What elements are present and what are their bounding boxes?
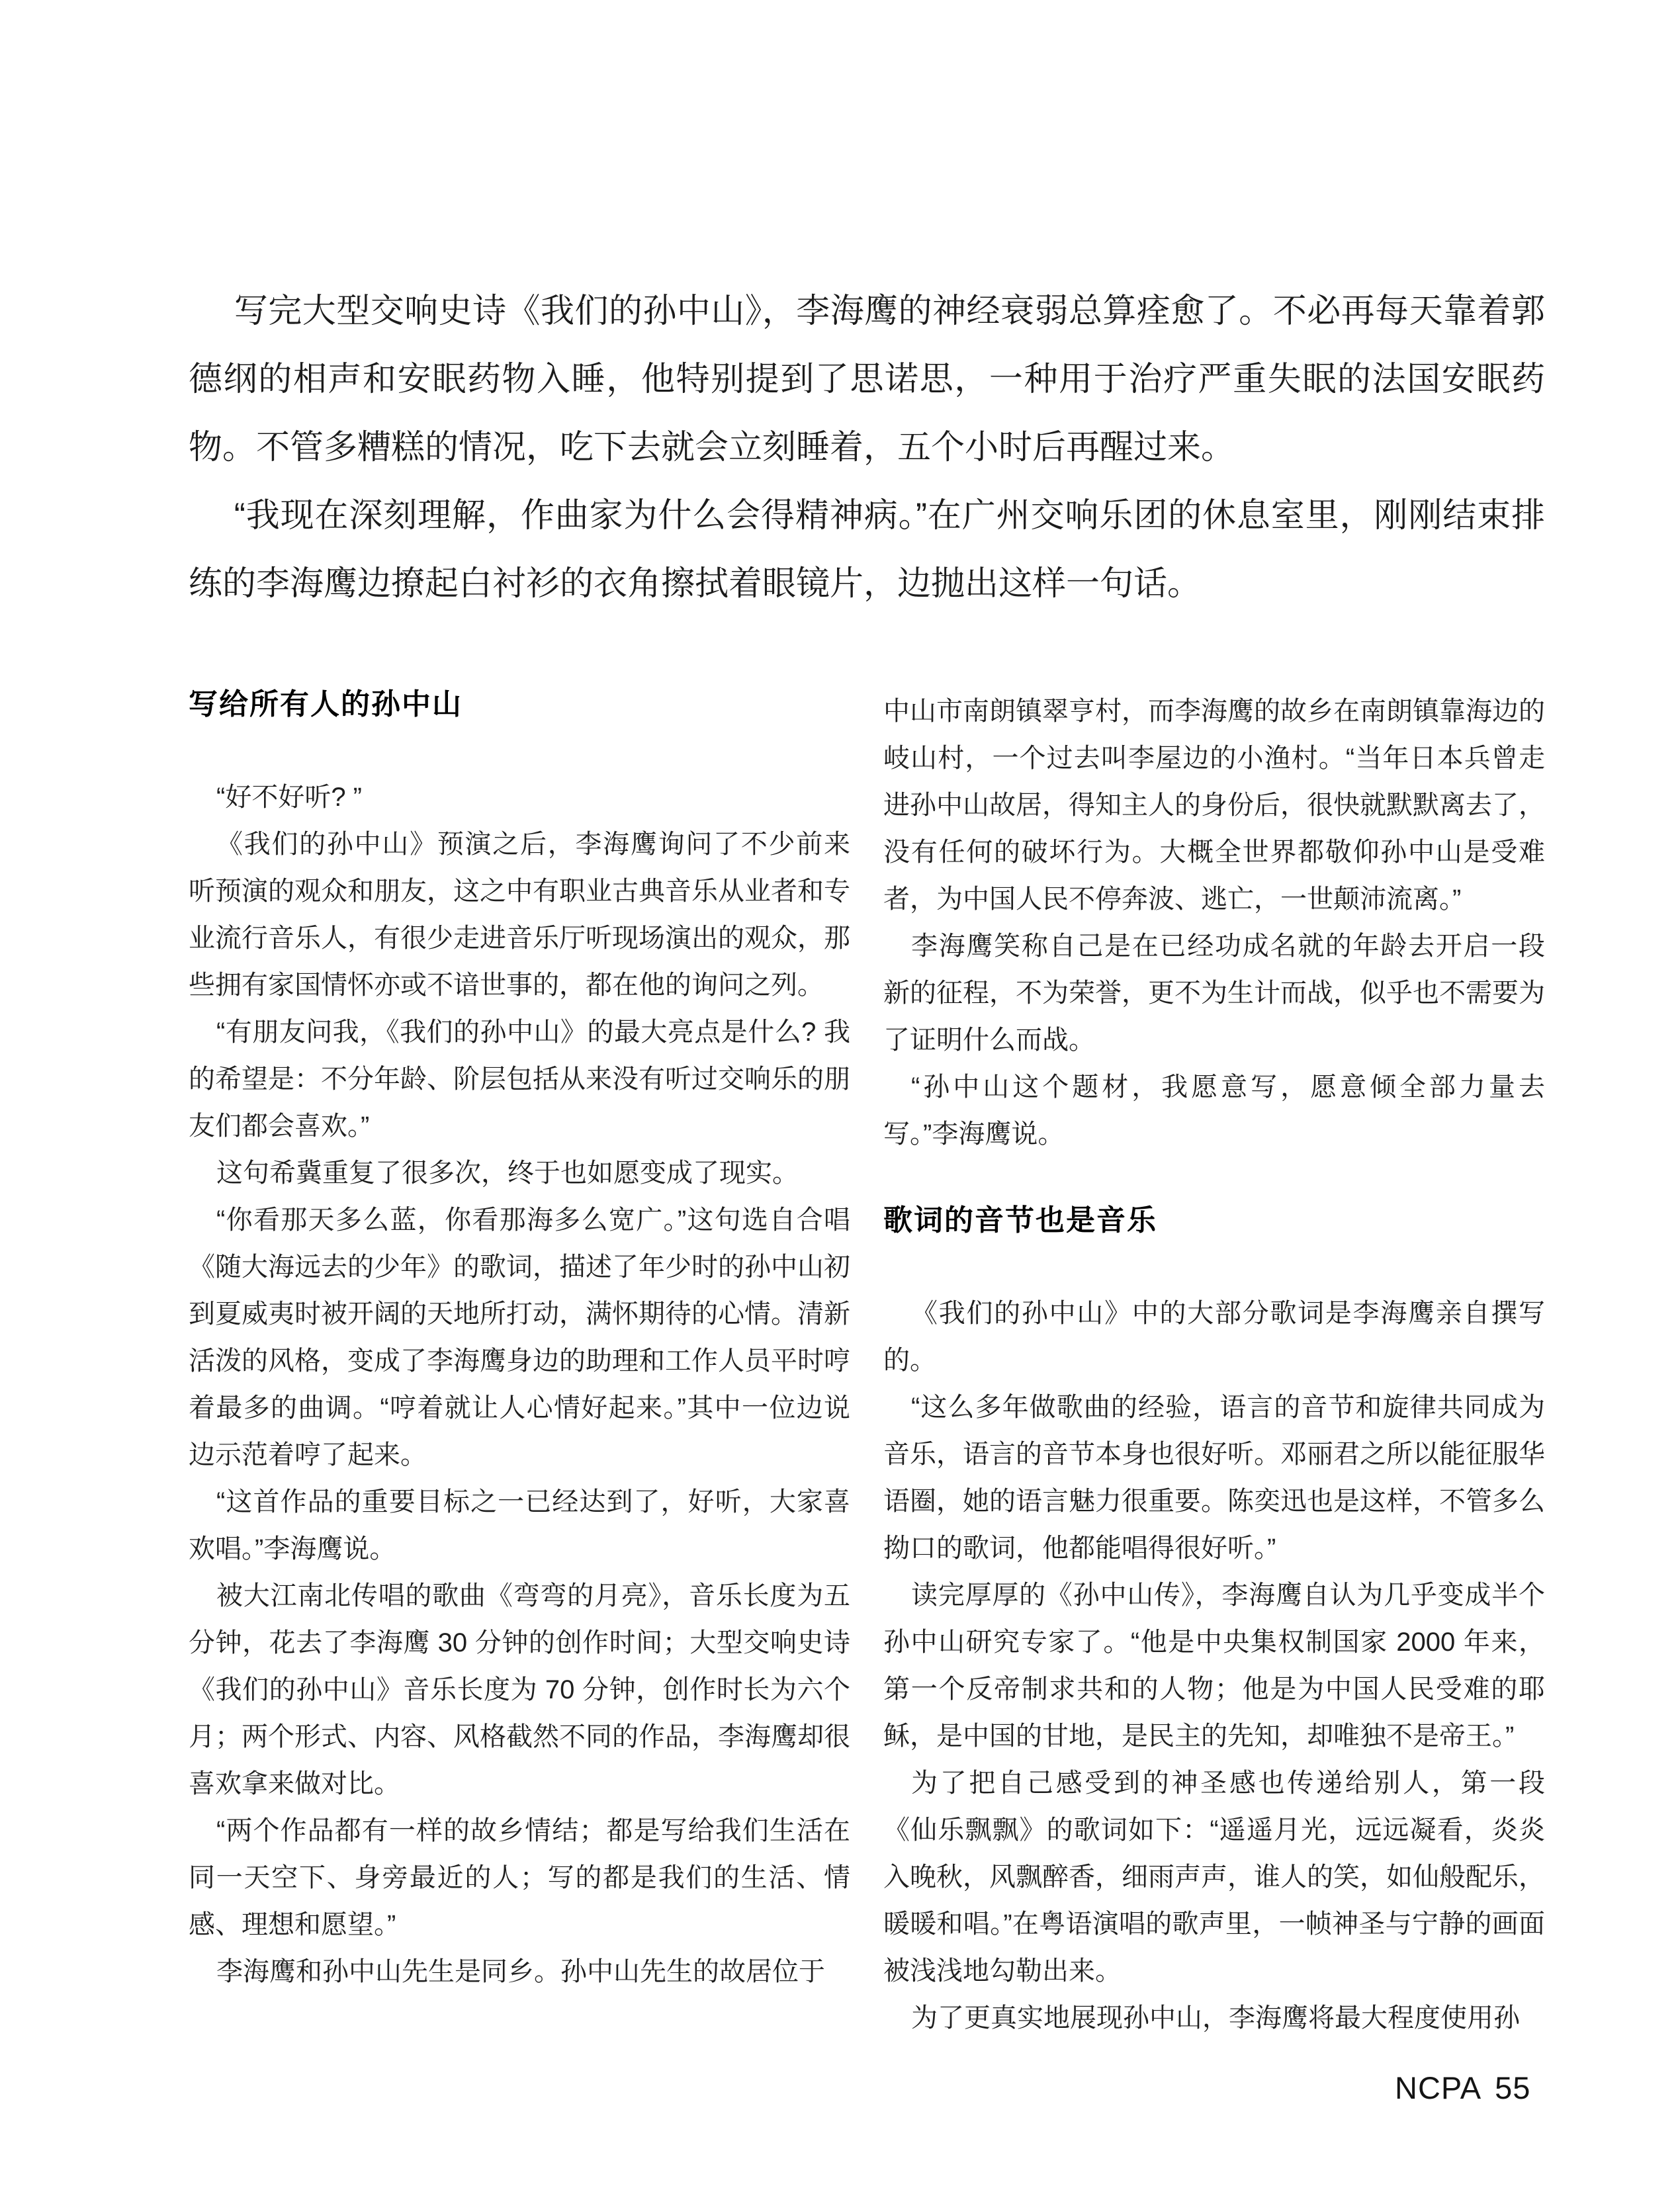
two-column-body <box>189 688 1545 2042</box>
page-footer <box>1395 2070 1530 2106</box>
body-paragraph: 读完厚厚的《孙中山传》，李海鹰自认为几乎变成半个孙中山研究专家了。“他是中央集权制国家 2000 年来，第一个反帝制求共和的人物；他是为中国人民受难的耶稣，是中国的甘地，是民主的先知，却唯独不是帝王。” <box>883 1581 1545 1751</box>
body-paragraph: 《我们的孙中山》中的大部分歌词是李海鹰亲自撰写的。 <box>883 1299 1545 1375</box>
body-paragraph: 李海鹰笑称自己是在已经功成名就的年龄去开启一段新的征程，不为荣誉，更不为生计而战，似乎也不需要为了证明什么而战。 <box>883 932 1545 1055</box>
intro-paragraph: “我现在深刻理解，作曲家为什么会得精神病。”在广州交响乐团的休息室里，刚刚结束排练的李海鹰边撩起白衬衫的衣角擦拭着眼镜片，边抛出这样一句话。 <box>189 496 1545 602</box>
body-paragraph: “你看那天多么蓝，你看那海多么宽广。”这句选自合唱《随大海远去的少年》的歌词，描述了年少时的孙中山初到夏威夷时被开阔的天地所打动，满怀期待的心情。清新活泼的风格，变成了李海鹰身边的助理和工作人员平时哼着最多的曲调。“哼着就让人心情好起来。”其中一位边说边示范着哼了起来。 <box>189 1205 850 1469</box>
body-paragraph: 这句希冀重复了很多次，终于也如愿变成了现实。 <box>216 1159 799 1188</box>
section-heading-right: 歌词的音节也是音乐 <box>883 1204 1157 1237</box>
body-paragraph: “这首作品的重要目标之一已经达到了，好听，大家喜欢唱。”李海鹰说。 <box>189 1487 850 1563</box>
intro-paragraph: 写完大型交响史诗《我们的孙中山》，李海鹰的神经衰弱总算痊愈了。不必再每天靠着郭德纲的相声和安眠药物入睡，他特别提到了思诺思，一种用于治疗严重失眠的法国安眠药物。不管多糟糕的情况，吃下去就会立刻睡着，五个小时后再醒过来。 <box>189 292 1545 466</box>
right-column <box>883 688 1545 2042</box>
footer-brand: NCPA <box>1395 2070 1482 2105</box>
body-paragraph: 为了更真实地展现孙中山，李海鹰将最大程度使用孙 <box>911 2003 1520 2033</box>
body-paragraph: 李海鹰和孙中山先生是同乡。孙中山先生的故居位于 <box>216 1957 825 1986</box>
intro-section <box>189 277 1545 617</box>
footer-page-number: 55 <box>1495 2070 1531 2105</box>
body-paragraph: “孙中山这个题材，我愿意写，愿意倾全部力量去写。”李海鹰说。 <box>883 1072 1545 1149</box>
body-paragraph: 为了把自己感受到的神圣感也传递给别人，第一段《仙乐飘飘》的歌词如下：“遥遥月光，远远凝看，炎炎入晚秋，风飘醉香，细雨声声，谁人的笑，如仙般配乐，暖暖和唱。”在粤语演唱的歌声里，一帧神圣与宁静的画面被浅浅地勾勒出来。 <box>883 1769 1545 1986</box>
body-paragraph: “两个作品都有一样的故乡情结；都是写给我们生活在同一天空下、身旁最近的人；写的都是我们的生活、情感、理想和愿望。” <box>189 1816 850 1939</box>
section-heading-left: 写给所有人的孙中山 <box>189 688 463 721</box>
page-content <box>189 277 1545 2042</box>
body-paragraph: “这么多年做歌曲的经验，语言的音节和旋律共同成为音乐，语言的音节本身也很好听。邓丽君之所以能征服华语圈，她的语言魅力很重要。陈奕迅也是这样，不管多么拗口的歌词，他都能唱得很好听。” <box>883 1393 1545 1563</box>
body-paragraph: 《我们的孙中山》预演之后，李海鹰询问了不少前来听预演的观众和朋友，这之中有职业古典音乐从业者和专业流行音乐人，有很少走进音乐厅听现场演出的观众，那些拥有家国情怀亦或不谙世事的，都在他的询问之列。 <box>189 830 850 1000</box>
body-paragraph: 中山市南朗镇翠亨村，而李海鹰的故乡在南朗镇靠海边的岐山村，一个过去叫李屋边的小渔村。“当年日本兵曾走进孙中山故居，得知主人的身份后，很快就默默离去了，没有任何的破坏行为。大概全世界都敬仰孙中山是受难者，为中国人民不停奔波、逃亡，一世颠沛流离。” <box>883 697 1545 914</box>
body-paragraph: “有朋友问我，《我们的孙中山》的最大亮点是什么? 我的希望是：不分年龄、阶层包括从来没有听过交响乐的朋友们都会喜欢。” <box>189 1018 850 1141</box>
left-column <box>189 688 850 2042</box>
body-paragraph: 被大江南北传唱的歌曲《弯弯的月亮》，音乐长度为五分钟，花去了李海鹰 30 分钟的创作时间；大型交响史诗《我们的孙中山》音乐长度为 70 分钟，创作时长为六个月；两个形式、内容、风格截然不同的作品，李海鹰却很喜欢拿来做对比。 <box>189 1581 850 1798</box>
body-paragraph: “好不好听? ” <box>216 783 362 812</box>
